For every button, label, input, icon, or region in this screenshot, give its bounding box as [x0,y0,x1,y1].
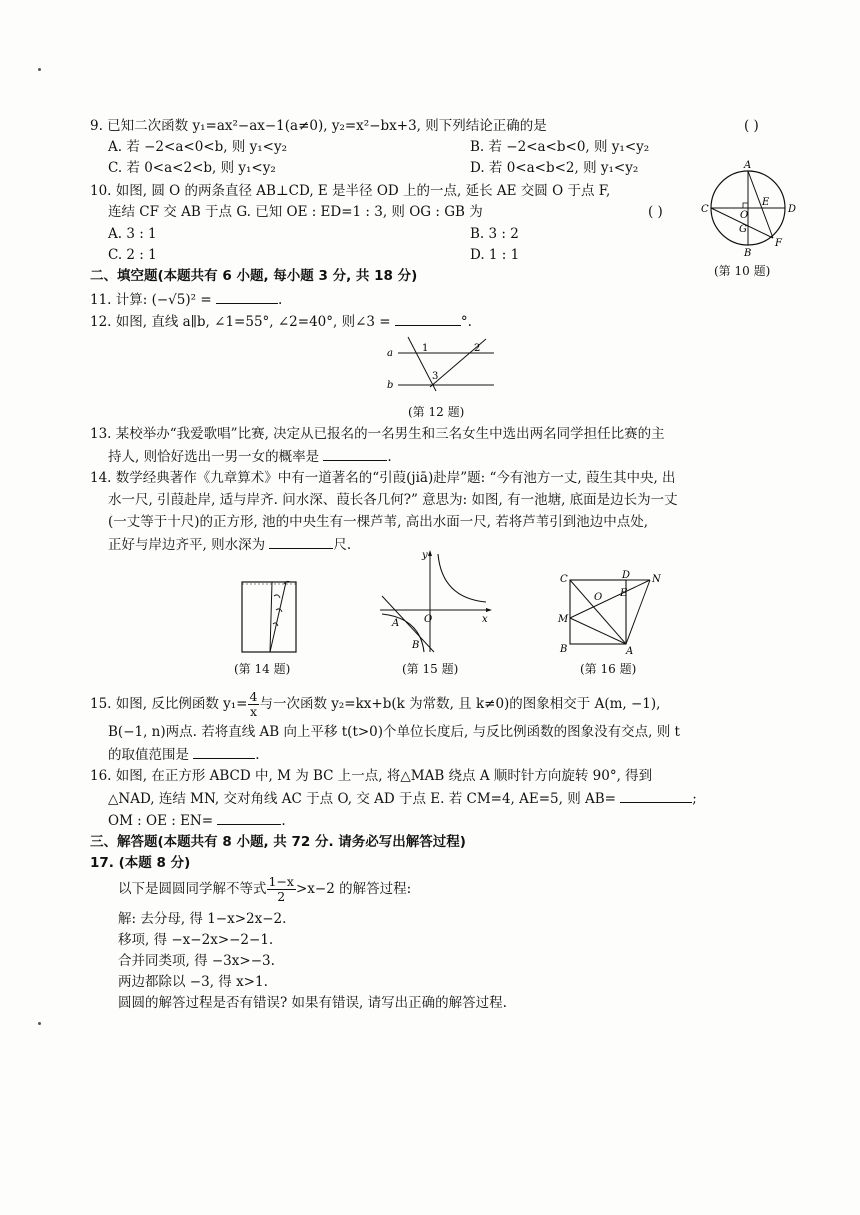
q14-suffix: 尺. [333,537,352,553]
scan-speck [38,68,41,71]
q17-fraction [267,875,296,904]
q12-caption: (第 12 题) [408,405,465,419]
q17-fraction-den: 2 [277,889,286,904]
q16-line2-suffix: ; [692,791,697,807]
q17-fraction-num: 1−x [268,874,294,889]
q12-label-b: b [387,380,394,391]
q16-line3-wrap [108,810,286,831]
q13-line2-wrap [108,446,392,467]
q10-option-c: C. 2 : 1 [108,247,157,263]
q12-label-1: 1 [422,343,429,354]
q10-label-c: C [701,204,709,215]
q15-label-a: A [392,618,400,629]
q16-label-n: N [652,574,661,585]
q15-graph-figure [378,548,498,658]
q15-fraction-den: x [249,704,257,719]
q10-option-b: B. 3 : 2 [470,226,519,242]
q9-option-b: B. 若 −2<a<b<0, 则 y₁<y₂ [470,139,650,155]
q12-label-3: 3 [432,371,439,382]
q16-label-o: O [594,592,603,603]
q15-line2: B(−1, n)两点. 若将直线 AB 向上平移 t(t>0)个单位长度后, 与反比例函数的图象没有交点, 则 t [108,724,680,740]
q15-fraction [248,690,260,719]
q14-line4: 正好与岸边齐平, 则水深为 [108,537,266,553]
q16-caption: (第 16 题) [580,662,637,676]
q10-line1: 10. 如图, 圆 O 的两条直径 AB⊥CD, E 是半径 OD 上的一点, 延长 AE 交圆 O 于点 F, [90,183,611,199]
q16-answer-blank-ab [620,788,692,803]
q10-label-e: E [762,197,770,208]
q12-label-a: a [387,348,393,359]
q17-step-2: 移项, 得 −x−2x>−2−1. [118,932,274,948]
q13-line1: 13. 某校举办“我爱歌唱”比赛, 决定从已报名的一名男生和三名女生中选出两名同学担任比赛的主 [90,426,665,442]
q14-caption: (第 14 题) [234,662,291,676]
q17-step-3: 合并同类项, 得 −3x>−3. [118,953,275,969]
q15-suffix: . [255,747,260,763]
q12-answer-blank [395,311,461,326]
q17-step-4: 两边都除以 −3, 得 x>1. [118,974,268,990]
q14-line2: 水一尺, 引葭赴岸, 适与岸齐. 问水深、葭长各几何?” 意思为: 如图, 有一池塘, 底面是边长为一丈 [108,492,678,508]
q17-intro [118,872,411,906]
scan-speck [38,1022,41,1025]
q16-label-c: C [560,574,568,585]
q15-fraction-num: 4 [249,689,258,704]
q14-line3: (一丈等于十尺)的正方形, 池的中央生有一棵芦苇, 高出水面一尺, 若将芦苇引到池边中点处, [108,514,649,530]
q16-suffix: . [281,813,286,829]
q16-square-figure [558,570,668,657]
q15-post: 与一次函数 y₂=kx+b(k 为常数, 且 k≠0)的图象相交于 A(m, −1), [259,696,661,712]
q14-line1: 14. 数学经典著作《九章算术》中有一道著名的“引葭(jiā)赴岸”题: “今有池方一丈, 葭生其中央, 出 [90,470,676,486]
q10-label-o: O [740,210,749,221]
q16-label-e: E [620,588,628,599]
q14-line4-wrap [108,534,351,555]
q15-line3: 的取值范围是 [108,747,189,763]
q11-answer-blank [216,289,278,304]
q12-stem: 12. 如图, 直线 a∥b, ∠1=55°, ∠2=40°, 则∠3 = [90,314,391,330]
q15-line1 [90,689,660,719]
q15-label-o: O [424,614,433,625]
q15-answer-blank [193,744,255,759]
q13-answer-blank [323,446,387,461]
section2-heading: 二、填空题(本题共有 6 小题, 每小题 3 分, 共 18 分) [90,268,418,284]
q12-text [90,311,472,332]
q10-caption: (第 10 题) [714,264,771,278]
q17-intro-pre: 以下是圆圆同学解不等式 [118,881,267,897]
q14-pond-figure [240,578,300,654]
q10-line2: 连结 CF 交 AB 于点 G. 已知 OE : ED=1 : 3, 则 OG : GB 为 [108,204,483,220]
q12-suffix: °. [460,314,472,330]
q10-answer-bracket: ( ) [648,204,663,220]
q15-label-x: x [482,614,488,625]
q15-line3-wrap [108,744,260,765]
q11-stem: 11. 计算: (−√5)² = [90,292,212,308]
q10-option-a: A. 3 : 1 [108,226,157,242]
q12-parallel-lines-figure [386,335,506,395]
q16-line2: △NAD, 连结 MN, 交对角线 AC 于点 O, 交 AD 于点 E. 若 CM=4, AE=5, 则 AB= [108,791,616,807]
q16-line1: 16. 如图, 在正方形 ABCD 中, M 为 BC 上一点, 将△MAB 绕点 A 顺时针方向旋转 90°, 得到 [90,768,653,784]
q16-line3: OM : OE : EN= [108,813,214,829]
q16-answer-blank-ratio [217,810,281,825]
q16-label-d: D [622,570,631,581]
q10-label-a: A [744,160,752,171]
q13-suffix: . [387,449,392,465]
q17-step-1: 解: 去分母, 得 1−x>2x−2. [118,911,287,927]
q11-text: 11. 计算: (−√5)² = . [90,289,282,310]
q16-line2-wrap [108,788,697,809]
q16-label-a: A [626,646,634,657]
q10-label-d: D [788,204,797,215]
q10-option-d: D. 1 : 1 [470,247,520,263]
q16-label-m: M [558,614,569,625]
q10-circle-figure [700,158,800,258]
q15-caption: (第 15 题) [402,662,459,676]
q9-option-c: C. 若 0<a<2<b, 则 y₁<y₂ [108,160,276,176]
q12-label-2: 2 [474,343,481,354]
q14-answer-blank [269,534,333,549]
q10-label-b: B [744,248,752,259]
q17-question: 圆圆的解答过程是否有错误? 如果有错误, 请写出正确的解答过程. [118,995,507,1011]
q15-label-y: y [422,550,428,561]
q15-label-b: B [412,640,420,651]
q13-line2: 持人, 则恰好选出一男一女的概率是 [108,449,320,465]
q17-intro-post: >x−2 的解答过程: [295,881,412,897]
q9-answer-bracket: ( ) [744,118,759,134]
q17-head: 17. (本题 8 分) [90,855,191,871]
q10-label-f: F [775,238,782,249]
q9-stem: 9. 已知二次函数 y₁=ax²−ax−1(a≠0), y₂=x²−bx+3, 则下列结论正确的是 [90,118,547,134]
q16-label-b: B [560,644,568,655]
q15-pre: 15. 如图, 反比例函数 y₁= [90,696,248,712]
section3-heading: 三、解答题(本题共有 8 小题, 共 72 分. 请务必写出解答过程) [90,834,466,850]
q9-option-a: A. 若 −2<a<0<b, 则 y₁<y₂ [108,139,288,155]
q10-label-g: G [739,224,747,235]
q9-option-d: D. 若 0<a<b<2, 则 y₁<y₂ [470,160,639,176]
